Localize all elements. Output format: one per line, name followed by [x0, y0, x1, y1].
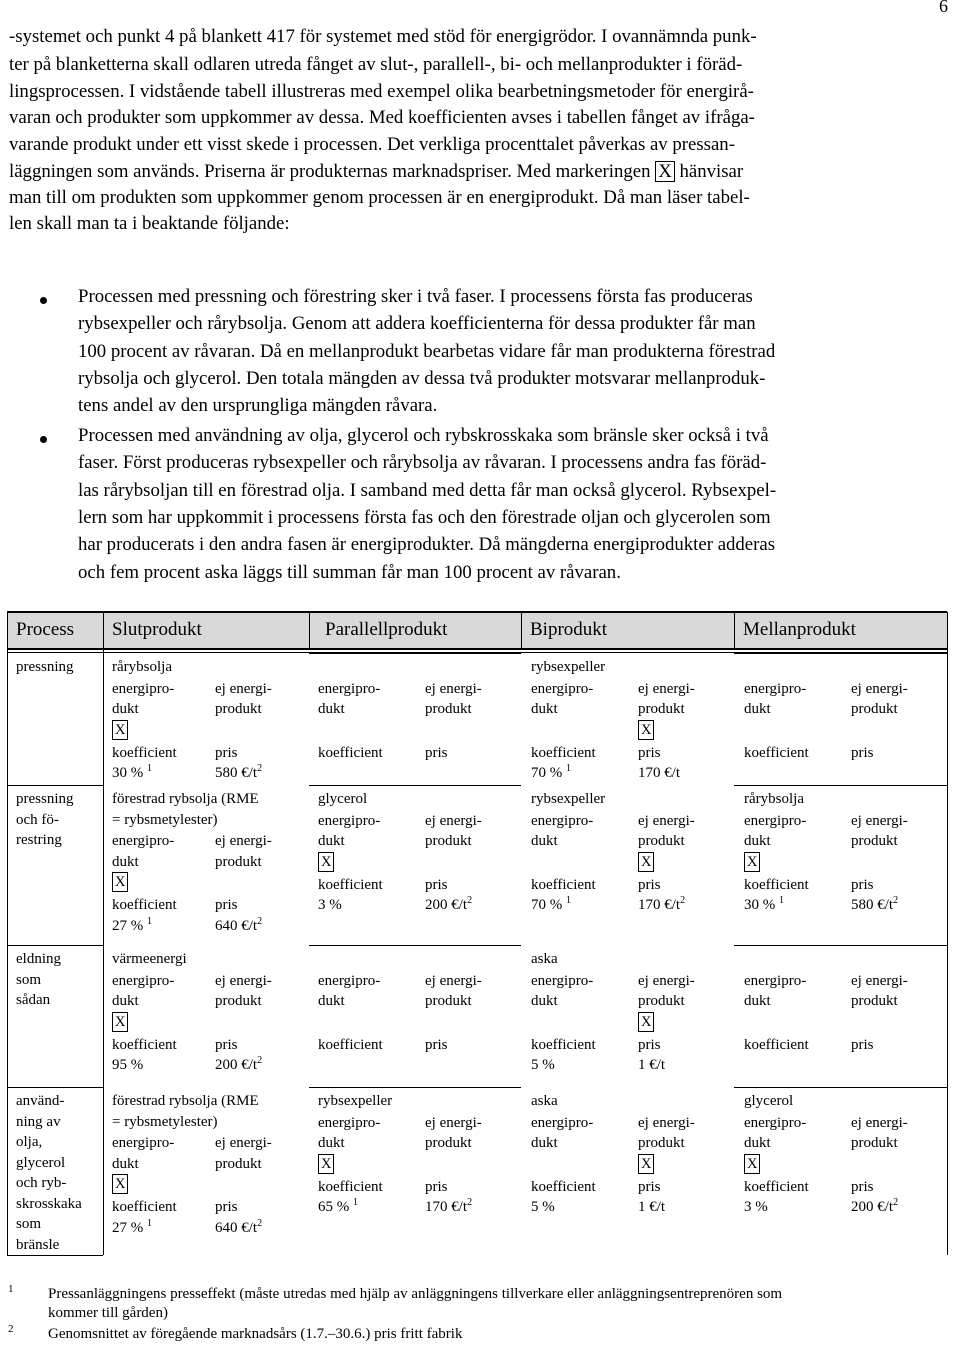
non-energy-product-label: ej energi-: [215, 1135, 272, 1151]
non-energy-product-label: ej energi-: [851, 812, 908, 829]
footnote-ref: 1: [779, 895, 784, 906]
price-number: 580 €/t: [851, 897, 894, 913]
process-label: pressning: [16, 659, 74, 675]
energy-product-label: dukt: [531, 1135, 558, 1151]
energy-marker: [638, 852, 654, 873]
price-value: [215, 916, 262, 937]
table-row-line: [7, 1087, 103, 1088]
paragraph-text: läggningen som används. Priserna är produkternas marknadspriser. Med markeringen: [9, 161, 651, 182]
energy-marker: [112, 872, 128, 893]
price-label: pris: [215, 1199, 238, 1215]
bullet-line: Processen med användning av olja, glycerol och rybskrosskaka som bränsle sker också i två: [78, 425, 769, 446]
process-label: bränsle: [16, 1236, 60, 1253]
footnote-ref: 2: [257, 1055, 263, 1066]
footnote-ref: 1: [566, 763, 571, 774]
energy-marker: [112, 1012, 128, 1033]
coefficient-value: [112, 916, 152, 937]
coefficient-number: 30 %: [744, 897, 776, 913]
price-value: [215, 1218, 262, 1239]
price-label: pris: [215, 897, 238, 913]
price-value: [425, 1197, 472, 1218]
coefficient-label: koefficient: [531, 1036, 596, 1053]
marker-x-box: X: [655, 161, 675, 182]
non-energy-product-label: ej energi-: [425, 972, 482, 989]
coefficient-value: [531, 1055, 555, 1076]
paragraph-line: ter på blanketterna skall odlaren utreda fånget av slut-, parallell-, bi- och mellanprodukter i föräd-: [9, 54, 743, 75]
bullet-line: rybsexpeller och rårybsolja. Genom att addera koefficienterna för dessa produkter får man: [78, 313, 756, 335]
price-value: [425, 895, 472, 916]
coefficient-label: koefficient: [112, 1199, 177, 1215]
price-label: pris: [638, 1036, 661, 1053]
energy-product-label: energipro-: [531, 1114, 594, 1131]
price-label: pris: [215, 1036, 238, 1053]
energy-product-label: dukt: [112, 1155, 139, 1172]
coefficient-number: 70 %: [531, 897, 563, 913]
non-energy-product-label: ej energi-: [851, 1114, 908, 1131]
energy-marker: [744, 1154, 760, 1175]
price-label: pris: [425, 1036, 448, 1053]
coefficient-value: [744, 1197, 768, 1218]
marker-x-box: X: [112, 872, 128, 892]
product-name: = rybsmetylester): [112, 811, 218, 828]
coefficient-label: koefficient: [318, 1036, 383, 1053]
energy-product-label: dukt: [744, 833, 771, 849]
process-label: skrosskaka: [16, 1195, 82, 1212]
table-row-line: [734, 945, 947, 946]
footnote-number: 2: [8, 1323, 14, 1335]
price-label: pris: [851, 1178, 874, 1195]
table-row-line: [734, 653, 947, 654]
energy-product-label: energipro-: [531, 680, 594, 697]
table-row-line: [309, 945, 521, 946]
marker-x-box: X: [112, 1012, 128, 1032]
non-energy-product-label: ej energi-: [215, 972, 272, 989]
energy-marker: [638, 1154, 654, 1175]
energy-product-label: dukt: [112, 853, 139, 870]
non-energy-product-label: ej energi-: [851, 680, 908, 697]
non-energy-product-label: produkt: [425, 701, 472, 717]
coefficient-value: [112, 1055, 143, 1076]
footnote-ref: 2: [257, 763, 263, 774]
footnote-ref: 2: [257, 1217, 263, 1229]
coefficient-label: koefficient: [112, 744, 177, 761]
coefficient-value: [744, 895, 784, 916]
product-name: rårybsolja: [112, 659, 172, 675]
energy-product-label: dukt: [531, 993, 558, 1009]
paragraph-line: -systemet och punkt 4 på blankett 417 för systemet med stöd för energigrödor. I ovannämnda punk-: [9, 26, 757, 47]
footnote-ref: 1: [147, 915, 152, 927]
bullet-line: lern som har uppkommit i processens första fas och den förestrade oljan och glycerolen som: [78, 506, 771, 528]
energy-marker: [112, 1174, 128, 1195]
price-number: 170 €/t: [638, 765, 681, 781]
energy-product-label: dukt: [531, 833, 558, 849]
non-energy-product-label: ej energi-: [425, 680, 482, 697]
bullet-line: Processen med pressning och förestring sker i två faser. I processens första fas produceras: [78, 286, 753, 307]
non-energy-product-label: produkt: [215, 1155, 262, 1172]
non-energy-product-label: produkt: [851, 701, 898, 717]
non-energy-product-label: ej energi-: [851, 972, 908, 989]
coefficient-number: 5 %: [531, 1057, 555, 1073]
bullet-line: faser. Först produceras rybsexpeller och rårybsolja av råvaran. I processens andra fas föräd-: [78, 452, 767, 474]
coefficient-label: koefficient: [318, 876, 383, 893]
footnote-text: Genomsnittet av föregående marknadsårs (1.7.–30.6.) pris fritt fabrik: [48, 1326, 463, 1342]
coefficient-value: [318, 1197, 358, 1218]
product-name: aska: [531, 951, 558, 967]
product-name: rybsexpeller: [318, 1093, 393, 1109]
coefficient-label: koefficient: [531, 1178, 596, 1195]
non-energy-product-label: ej energi-: [425, 812, 482, 829]
energy-product-label: energipro-: [112, 1135, 175, 1151]
energy-product-label: energipro-: [531, 972, 594, 989]
footnote-ref: 2: [467, 1197, 473, 1208]
price-label: pris: [425, 876, 448, 893]
price-value: [851, 895, 898, 916]
bullet-line: las rårybsoljan till en förestrad olja. I samband med detta får man också glycerol. Rybsexpel-: [78, 479, 777, 501]
table-col-line: [734, 612, 735, 649]
price-value: [638, 895, 685, 916]
process-label: restring: [16, 832, 62, 848]
non-energy-product-label: produkt: [425, 833, 472, 849]
paragraph-line: lingsprocessen. I vidstående tabell illustreras med exempel olika bearbetningsmetoder för energirå-: [9, 81, 754, 102]
footnote-ref: 1: [353, 1197, 358, 1208]
price-label: pris: [851, 1036, 874, 1053]
price-number: 640 €/t: [215, 1219, 258, 1236]
non-energy-product-label: ej energi-: [638, 972, 695, 989]
energy-product-label: dukt: [318, 1135, 345, 1151]
price-label: pris: [851, 876, 874, 893]
table-row-line: [7, 785, 103, 786]
price-number: 170 €/t: [638, 897, 681, 913]
process-label: eldning: [16, 951, 61, 967]
table-row-line: [7, 1255, 103, 1256]
price-label: pris: [638, 744, 661, 761]
energy-product-label: energipro-: [112, 680, 175, 697]
paragraph-line: varan och produkter som uppkommer av dessa. Med koefficienten avses i tabellen fånget av ifråga-: [9, 107, 755, 128]
price-label: pris: [425, 1178, 448, 1195]
energy-marker: [638, 720, 654, 741]
bullet-dot: [40, 297, 47, 304]
product-name: värmeenergi: [112, 951, 187, 967]
product-name: förestrad rybsolja (RME: [112, 1093, 259, 1109]
paragraph-line: len skall man ta i beaktande följande:: [9, 213, 290, 234]
price-label: pris: [851, 744, 874, 761]
price-number: 200 €/t: [425, 897, 468, 913]
footnote-ref: 2: [893, 895, 899, 906]
non-energy-product-label: produkt: [425, 1135, 472, 1151]
product-name: rybsexpeller: [531, 791, 606, 807]
paragraph-line: man till om produkten som uppkommer genom processen är en energiprodukt. Då man läser tabel-: [9, 187, 750, 208]
coefficient-label: koefficient: [531, 876, 596, 893]
product-name: förestrad rybsolja (RME: [112, 791, 259, 807]
footnote-ref: 1: [566, 895, 571, 906]
footnote-text: Pressanläggningens presseffekt (måste utredas med hjälp av anläggningens tillverkare eller anläggningsentreprenören som: [48, 1286, 783, 1302]
coefficient-label: koefficient: [112, 1036, 177, 1053]
energy-product-label: dukt: [531, 701, 558, 717]
process-label: olja,: [16, 1134, 43, 1150]
energy-product-label: energipro-: [744, 680, 807, 697]
footnote-ref: 2: [257, 915, 263, 927]
coefficient-label: koefficient: [318, 1178, 383, 1195]
footnote-ref: 2: [467, 895, 473, 906]
marker-x-box: X: [318, 1154, 334, 1174]
price-value: [638, 763, 680, 784]
energy-product-label: dukt: [112, 701, 139, 717]
non-energy-product-label: ej energi-: [638, 680, 695, 697]
product-name: rårybsolja: [744, 791, 804, 807]
price-value: [215, 763, 262, 784]
price-value: [638, 1055, 665, 1076]
table-row-line: [734, 1087, 947, 1088]
non-energy-product-label: produkt: [851, 993, 898, 1009]
coefficient-number: 5 %: [531, 1199, 555, 1215]
price-label: pris: [425, 744, 448, 761]
marker-x-box: X: [744, 852, 760, 872]
table-header-process: Process: [16, 619, 75, 640]
table-row-line: [309, 1087, 521, 1088]
non-energy-product-label: produkt: [851, 1135, 898, 1151]
paragraph-line: varande produkt under ett visst skede i processen. Det verkliga procenttalet påverkas av pressan-: [9, 134, 735, 155]
table-row-line: [309, 653, 521, 654]
table-header-biprodukt: Biprodukt: [530, 619, 608, 640]
coefficient-number: 70 %: [531, 765, 563, 781]
energy-product-label: dukt: [744, 993, 771, 1009]
non-energy-product-label: ej energi-: [638, 812, 695, 829]
coefficient-number: 95 %: [112, 1057, 144, 1073]
product-name: glycerol: [744, 1093, 794, 1109]
energy-marker: [318, 852, 334, 873]
bullet-line: tens andel av den ursprungliga mängden råvara.: [78, 395, 438, 417]
coefficient-label: koefficient: [744, 744, 809, 761]
price-number: 1 €/t: [638, 1199, 666, 1215]
non-energy-product-label: produkt: [638, 701, 685, 717]
energy-product-label: energipro-: [531, 812, 594, 829]
non-energy-product-label: ej energi-: [638, 1114, 695, 1131]
bullet-dot: [40, 436, 47, 443]
energy-product-label: dukt: [744, 701, 771, 717]
table-row-line: [734, 785, 947, 786]
coefficient-label: koefficient: [744, 876, 809, 893]
coefficient-label: koefficient: [318, 744, 383, 761]
coefficient-label: koefficient: [744, 1178, 809, 1195]
non-energy-product-label: produkt: [215, 853, 262, 870]
footnote-ref: 2: [893, 1197, 899, 1208]
table-col-line: [309, 612, 310, 649]
process-label: som: [16, 971, 42, 988]
footnote-ref: 1: [147, 763, 152, 774]
marker-x-box: X: [638, 852, 654, 872]
price-label: pris: [638, 876, 661, 893]
coefficient-value: [531, 763, 571, 784]
non-energy-product-label: produkt: [425, 993, 472, 1009]
footnote-ref: 2: [680, 895, 686, 906]
energy-product-label: dukt: [318, 993, 345, 1009]
price-number: 640 €/t: [215, 917, 258, 934]
table-header-mellanprodukt: Mellanprodukt: [743, 619, 856, 640]
product-name: aska: [531, 1093, 558, 1109]
marker-x-box: X: [112, 1174, 128, 1194]
table-header-slutprodukt: Slutprodukt: [112, 619, 202, 640]
product-name: = rybsmetylester): [112, 1113, 218, 1130]
energy-product-label: dukt: [318, 701, 345, 717]
coefficient-number: 27 %: [112, 917, 144, 934]
table-header-parallellprodukt: Parallellprodukt: [325, 619, 448, 640]
paragraph-line: [9, 161, 743, 183]
energy-product-label: energipro-: [318, 812, 381, 829]
page-number: 6: [939, 0, 948, 16]
product-name: glycerol: [318, 791, 368, 807]
table-row-line: [309, 785, 521, 786]
coefficient-value: [112, 763, 152, 784]
coefficient-value: [112, 1218, 152, 1239]
non-energy-product-label: ej energi-: [215, 833, 272, 849]
table-col-line: [521, 612, 522, 649]
coefficient-value: [318, 895, 342, 916]
marker-x-box: X: [318, 852, 334, 872]
energy-marker: [318, 1154, 334, 1175]
coefficient-label: koefficient: [744, 1036, 809, 1053]
energy-marker: [638, 1012, 654, 1033]
table-header-rule: [7, 648, 947, 650]
price-value: [851, 1197, 898, 1218]
table-row-line: [7, 945, 103, 946]
bullet-line: rybsolja och glycerol. Den totala mängden av dessa två produkter motsvarar mellanproduk-: [78, 367, 766, 389]
coefficient-number: 30 %: [112, 765, 144, 781]
paragraph-text: hänvisar: [679, 161, 744, 182]
non-energy-product-label: produkt: [215, 993, 262, 1009]
price-value: [638, 1197, 665, 1218]
energy-product-label: energipro-: [318, 680, 381, 697]
process-label: använd-: [16, 1093, 65, 1109]
price-number: 200 €/t: [851, 1199, 894, 1215]
marker-x-box: X: [112, 720, 128, 740]
process-label: sådan: [16, 992, 51, 1008]
energy-product-label: dukt: [112, 993, 139, 1009]
coefficient-value: [531, 1197, 555, 1218]
coefficient-label: koefficient: [531, 744, 596, 761]
non-energy-product-label: produkt: [638, 833, 685, 849]
table-col-line: [7, 612, 8, 1255]
product-name: rybsexpeller: [531, 659, 606, 675]
coefficient-number: 3 %: [318, 897, 342, 913]
bullet-line: och fem procent aska läggs till summan får man 100 procent av råvaran.: [78, 561, 621, 583]
energy-product-label: dukt: [744, 1135, 771, 1151]
marker-x-box: X: [638, 720, 654, 740]
energy-product-label: energipro-: [318, 972, 381, 989]
marker-x-box: X: [638, 1154, 654, 1174]
non-energy-product-label: produkt: [851, 833, 898, 849]
non-energy-product-label: produkt: [638, 993, 685, 1009]
bullet-line: 100 procent av råvaran. Då en mellanprodukt bearbetas vidare får man produkterna förestrad: [78, 340, 776, 362]
process-label: och fö-: [16, 811, 59, 828]
price-value: [215, 1055, 262, 1076]
table-col-line: [947, 649, 948, 1255]
price-number: 200 €/t: [215, 1057, 258, 1073]
energy-product-label: energipro-: [744, 1114, 807, 1131]
energy-product-label: dukt: [318, 833, 345, 849]
price-label: pris: [638, 1178, 661, 1195]
process-label: glycerol: [16, 1154, 66, 1171]
non-energy-product-label: ej energi-: [425, 1114, 482, 1131]
footnote-text: kommer till gården): [48, 1305, 168, 1321]
energy-product-label: energipro-: [744, 812, 807, 829]
energy-marker: [112, 720, 128, 741]
energy-product-label: energipro-: [318, 1114, 381, 1131]
energy-product-label: energipro-: [112, 972, 175, 989]
marker-x-box: X: [638, 1012, 654, 1032]
footnote-ref: 1: [147, 1217, 152, 1229]
process-label: ning av: [16, 1113, 61, 1130]
coefficient-number: 65 %: [318, 1199, 350, 1215]
energy-product-label: energipro-: [112, 833, 175, 849]
marker-x-box: X: [744, 1154, 760, 1174]
energy-marker: [744, 852, 760, 873]
coefficient-number: 3 %: [744, 1199, 768, 1215]
energy-product-label: energipro-: [744, 972, 807, 989]
table-col-line: [103, 612, 104, 1255]
coefficient-value: [531, 895, 571, 916]
process-label: och ryb-: [16, 1175, 67, 1191]
process-label: pressning: [16, 791, 74, 807]
non-energy-product-label: produkt: [638, 1135, 685, 1151]
non-energy-product-label: produkt: [215, 701, 262, 717]
bullet-line: har producerats i den andra fasen är energiprodukter. Då mängderna energiprodukter adderas: [78, 534, 776, 556]
price-number: 1 €/t: [638, 1057, 666, 1073]
table-col-line: [947, 612, 948, 649]
price-number: 170 €/t: [425, 1199, 468, 1215]
coefficient-number: 27 %: [112, 1219, 144, 1236]
footnote-number: 1: [8, 1283, 14, 1295]
non-energy-product-label: ej energi-: [215, 680, 272, 697]
coefficient-label: koefficient: [112, 897, 177, 913]
process-label: som: [16, 1216, 42, 1232]
price-number: 580 €/t: [215, 765, 258, 781]
price-label: pris: [215, 744, 238, 761]
